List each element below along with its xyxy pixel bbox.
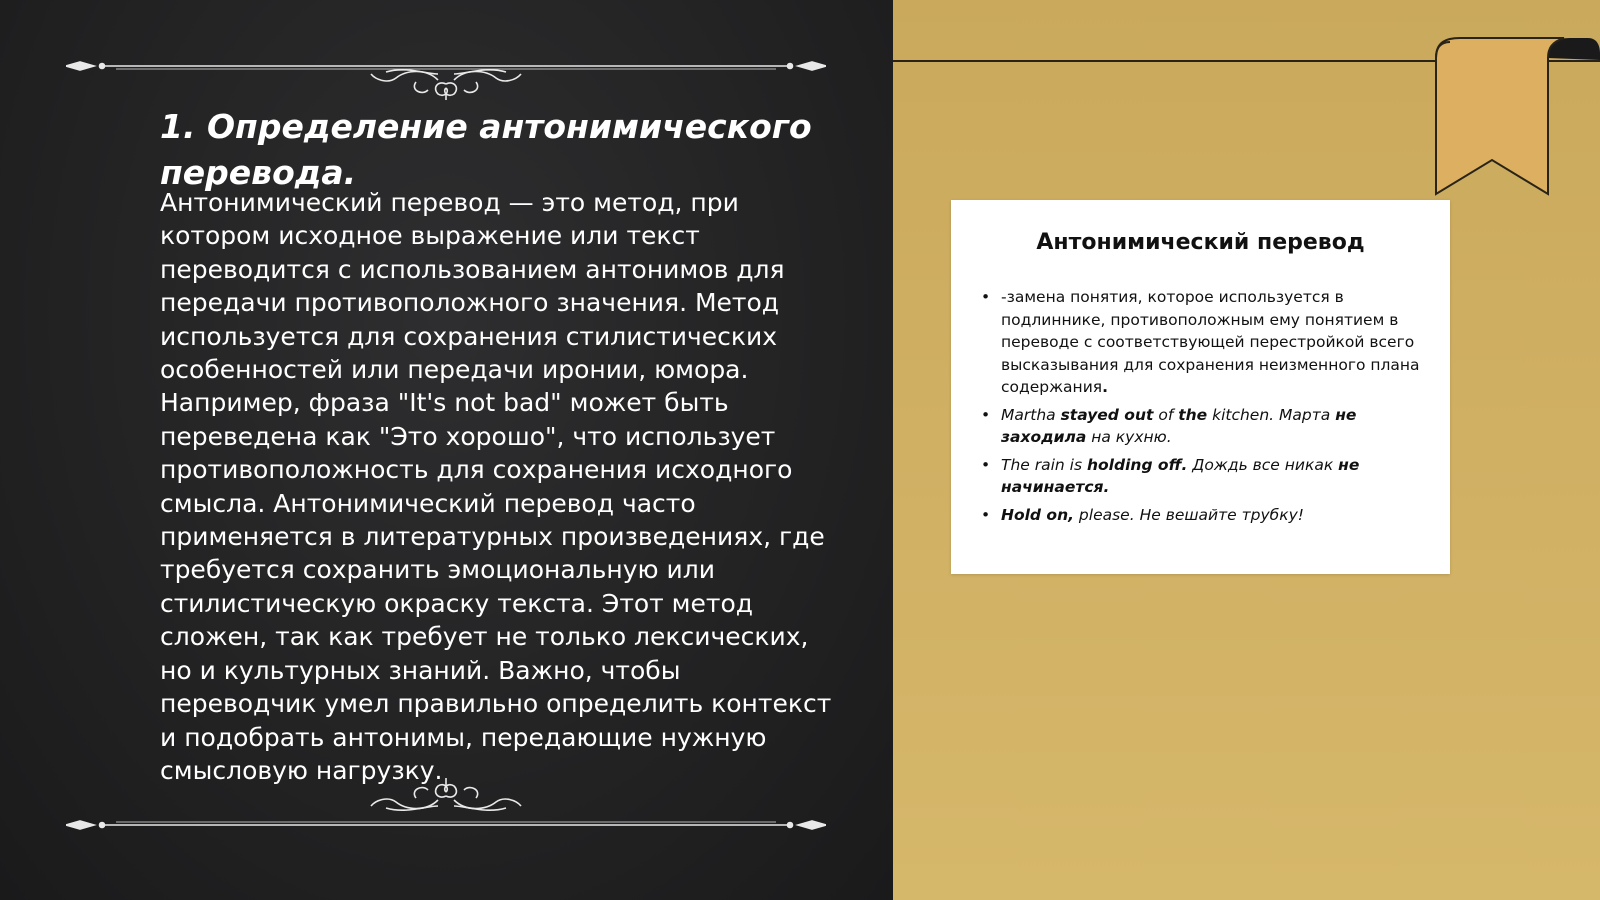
list-item: [979, 504, 1429, 527]
bullet-icon: •: [981, 455, 991, 474]
list-item-text: please. Не вешайте трубку!: [1074, 505, 1304, 524]
ornamental-divider-top: [66, 40, 826, 100]
list-item-text: of: [1153, 405, 1179, 424]
list-item-text: Дождь все никак: [1187, 455, 1339, 474]
card-title: Антонимический перевод: [1036, 230, 1365, 255]
slide-title: 1. Определение антонимического перевода.: [160, 107, 812, 192]
list-item: [979, 286, 1429, 399]
bookmark-ribbon-icon: [1430, 34, 1600, 204]
bullet-icon: •: [981, 405, 991, 424]
list-item-text: Martha: [1001, 405, 1061, 424]
list-item-text: Hold on,: [1001, 505, 1074, 524]
list-item-text: -замена понятия, которое используется в подлиннике, противоположным ему понятием в переводе с соответствующей перестройкой всего высказывания для сохранения неизменного плана содержания: [1001, 288, 1420, 396]
definition-card: [951, 200, 1450, 574]
bullet-icon: •: [981, 288, 991, 306]
list-item-text: не начинается.: [1001, 455, 1360, 496]
list-item-text: The rain is: [1001, 455, 1087, 474]
list-item-text: на кухню.: [1086, 428, 1172, 446]
bullet-icon: •: [981, 505, 991, 524]
list-item-text: holding off.: [1087, 455, 1188, 474]
list-item-text: .: [1102, 378, 1108, 396]
list-item: [979, 454, 1429, 499]
list-item-text: stayed out: [1060, 405, 1154, 424]
list-item: [979, 404, 1429, 449]
body-paragraph: Антонимический перевод — это метод, при котором исходное выражение или текст переводится с использованием антонимов для передачи противоположного значения. Метод используется для сохранения стилистических особенностей или передачи иронии, юмора. Например, фраза "It's not bad" может быть переведена как "Это хорошо", что использует противоположность для сохранения исходного смысла. Антонимический перевод часто применяется в литературных произведениях, где требуется сохранить эмоциональную или стилистическую окраску текста. Этот метод сложен, так как требует не только лексических, но и культурных знаний. Важно, чтобы переводчик умел правильно определить контекст и подобрать антонимы, передающие нужную смысловую нагрузку.: [160, 188, 832, 785]
list-item-text: kitchen. Марта: [1207, 405, 1336, 424]
list-item-text: the: [1178, 405, 1208, 424]
list-item-text: не заходила: [1001, 405, 1357, 446]
ornamental-divider-bottom: [66, 772, 826, 832]
card-list: [979, 286, 1429, 531]
